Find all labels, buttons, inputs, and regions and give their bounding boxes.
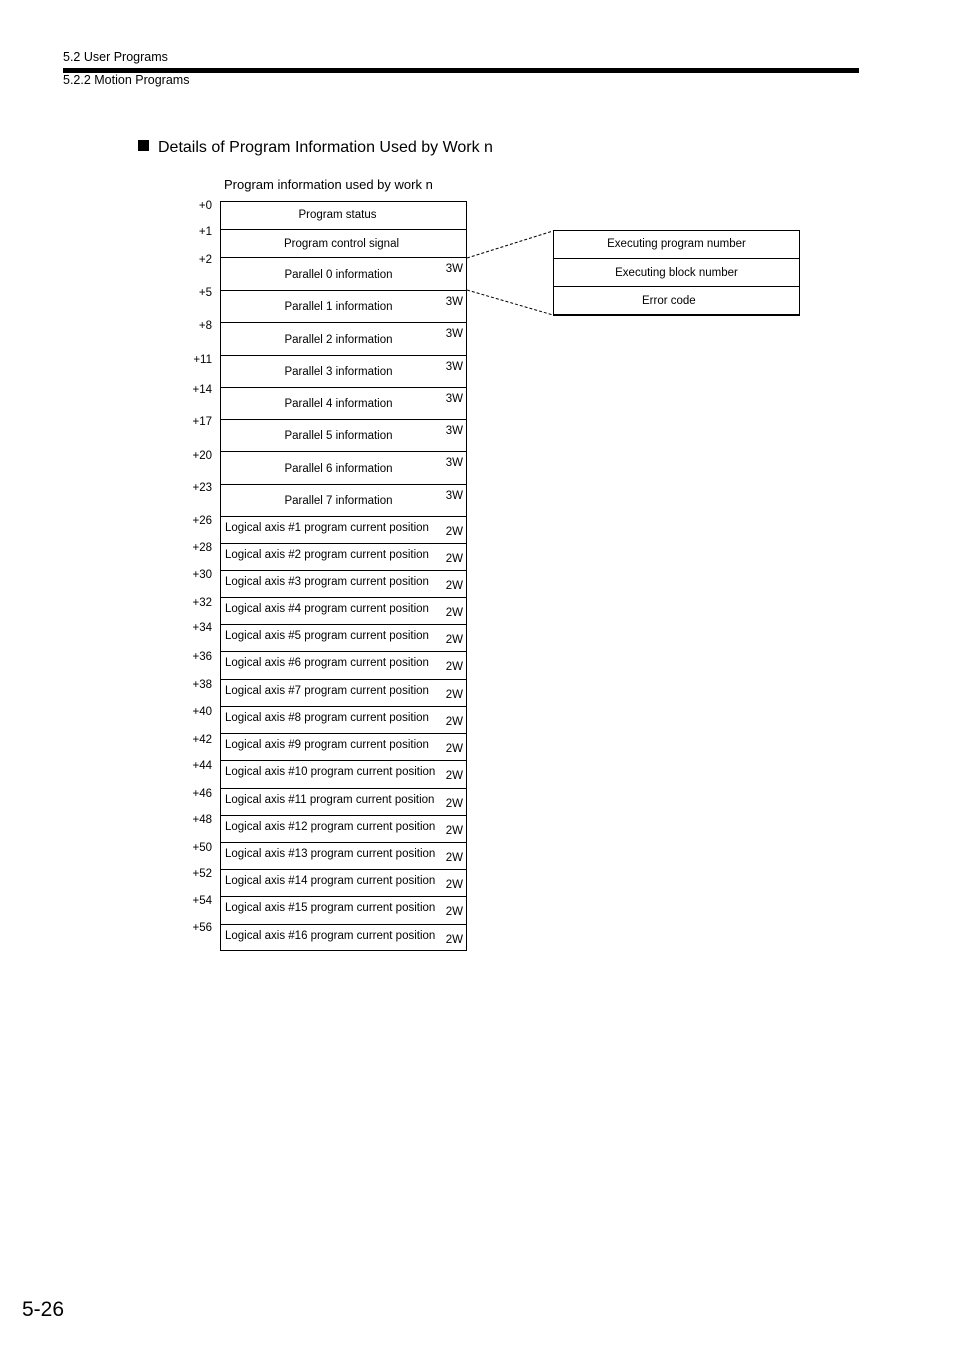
offset-label: +34: [192, 622, 212, 634]
row-label: Parallel 2 information: [284, 334, 393, 346]
table-row: [220, 516, 467, 543]
table-row: [220, 290, 467, 322]
square-bullet-icon: [138, 140, 149, 151]
header-section: 5.2 User Programs: [63, 50, 168, 64]
table-row: [220, 706, 467, 733]
offset-label: +20: [192, 450, 212, 462]
table-row: [220, 842, 467, 869]
table-row: [220, 543, 467, 570]
table-row: [220, 624, 467, 651]
detail-connector-lines: [467, 228, 555, 318]
offset-label: +38: [192, 679, 212, 691]
offset-label: +2: [198, 254, 212, 266]
table-row: [220, 597, 467, 624]
page-number: 5-26: [22, 1298, 65, 1321]
detail-row: Error code: [553, 286, 800, 315]
row-size: 3W: [445, 457, 463, 469]
row-label: Parallel 1 information: [284, 301, 393, 313]
table-row: [220, 484, 467, 516]
table-row: [220, 815, 467, 842]
row-size: 2W: [445, 934, 463, 946]
row-label: Program control signal: [283, 238, 400, 250]
offset-label: +0: [198, 200, 212, 212]
header-subsection: 5.2.2 Motion Programs: [63, 73, 190, 87]
row-size: 2W: [445, 852, 463, 864]
table-row: [220, 570, 467, 597]
row-label: Parallel 3 information: [284, 366, 393, 378]
row-size: 2W: [445, 879, 463, 891]
row-label: Logical axis #16 program current position: [225, 930, 436, 942]
row-label: Logical axis #15 program current position: [225, 902, 436, 914]
table-row: [220, 322, 467, 355]
offset-label: +32: [192, 597, 212, 609]
row-label: Logical axis #2 program current position: [225, 549, 429, 561]
offset-label: +40: [192, 706, 212, 718]
row-label: Parallel 0 information: [284, 269, 393, 281]
table-row: [220, 869, 467, 896]
offset-label: +54: [192, 895, 212, 907]
row-size: 3W: [445, 490, 463, 502]
table-row: [220, 788, 467, 815]
table-row: [220, 201, 467, 229]
row-label: Logical axis #4 program current position: [225, 603, 429, 615]
row-label: Parallel 5 information: [284, 430, 393, 442]
figure-caption: Program information used by work n: [224, 177, 433, 192]
table-row: [220, 451, 467, 484]
row-label: Logical axis #12 program current position: [225, 821, 436, 833]
row-label: Logical axis #5 program current position: [225, 630, 429, 642]
row-size: 2W: [445, 743, 463, 755]
offset-label: +56: [192, 922, 212, 934]
row-label: Logical axis #6 program current position: [225, 657, 429, 669]
row-size: 3W: [445, 263, 463, 275]
row-label: Logical axis #7 program current position: [225, 685, 429, 697]
offset-label: +26: [192, 515, 212, 527]
row-size: 2W: [445, 825, 463, 837]
row-label: Logical axis #9 program current position: [225, 739, 429, 751]
row-label: Parallel 4 information: [284, 398, 393, 410]
row-label: Logical axis #13 program current position: [225, 848, 436, 860]
offset-label: +42: [192, 734, 212, 746]
row-size: 3W: [445, 328, 463, 340]
offset-label: +28: [192, 542, 212, 554]
row-label: Program status: [298, 209, 377, 221]
row-size: 2W: [445, 553, 463, 565]
offset-label: +30: [192, 569, 212, 581]
table-row: [220, 229, 467, 257]
table-row: [220, 896, 467, 924]
row-size: 2W: [445, 580, 463, 592]
connector-line-top: [467, 231, 553, 258]
offset-label: +17: [192, 416, 212, 428]
section-title-text: Details of Program Information Used by Work n: [158, 139, 493, 156]
row-label: Logical axis #11 program current position: [225, 794, 435, 806]
offset-label: +11: [193, 354, 212, 366]
row-size: 2W: [445, 661, 463, 673]
offset-label: +52: [192, 868, 212, 880]
row-label: Logical axis #3 program current position: [225, 576, 429, 588]
row-size: 2W: [445, 526, 463, 538]
detail-row: Executing program number: [607, 238, 746, 250]
row-label: Logical axis #1 program current position: [225, 522, 429, 534]
detail-row: Executing block number: [553, 258, 800, 286]
table-row: [220, 733, 467, 760]
table-row: [220, 257, 467, 290]
table-row: [220, 355, 467, 387]
offset-label: +46: [192, 788, 212, 800]
row-label: Parallel 6 information: [284, 463, 393, 475]
row-size: 2W: [445, 607, 463, 619]
row-size: 3W: [445, 361, 463, 373]
row-size: 2W: [445, 906, 463, 918]
offset-label: +1: [198, 226, 212, 238]
row-label: Logical axis #14 program current position: [225, 875, 436, 887]
offset-label: +23: [192, 482, 212, 494]
table-row: [220, 651, 467, 679]
row-label: Logical axis #8 program current position: [225, 712, 429, 724]
offset-label: +5: [198, 287, 212, 299]
row-size: 2W: [445, 798, 463, 810]
connector-line-bottom: [467, 290, 553, 315]
row-size: 2W: [445, 716, 463, 728]
row-size: 3W: [445, 393, 463, 405]
offset-label: +8: [198, 320, 212, 332]
offset-label: +14: [192, 384, 212, 396]
section-title: [138, 139, 493, 157]
table-row: [220, 760, 467, 788]
row-size: 2W: [445, 689, 463, 701]
offset-label: +44: [192, 760, 212, 772]
row-label: Logical axis #10 program current position: [225, 766, 436, 778]
row-size: 3W: [445, 425, 463, 437]
row-label: Parallel 7 information: [284, 495, 393, 507]
table-row: [220, 387, 467, 419]
offset-label: +50: [192, 842, 212, 854]
offset-label: +36: [192, 651, 212, 663]
table-row: [220, 924, 467, 951]
row-size: 2W: [445, 770, 463, 782]
table-row: [220, 679, 467, 706]
table-row: [220, 419, 467, 451]
offset-label: +48: [192, 814, 212, 826]
row-size: 3W: [445, 296, 463, 308]
row-size: 2W: [445, 634, 463, 646]
